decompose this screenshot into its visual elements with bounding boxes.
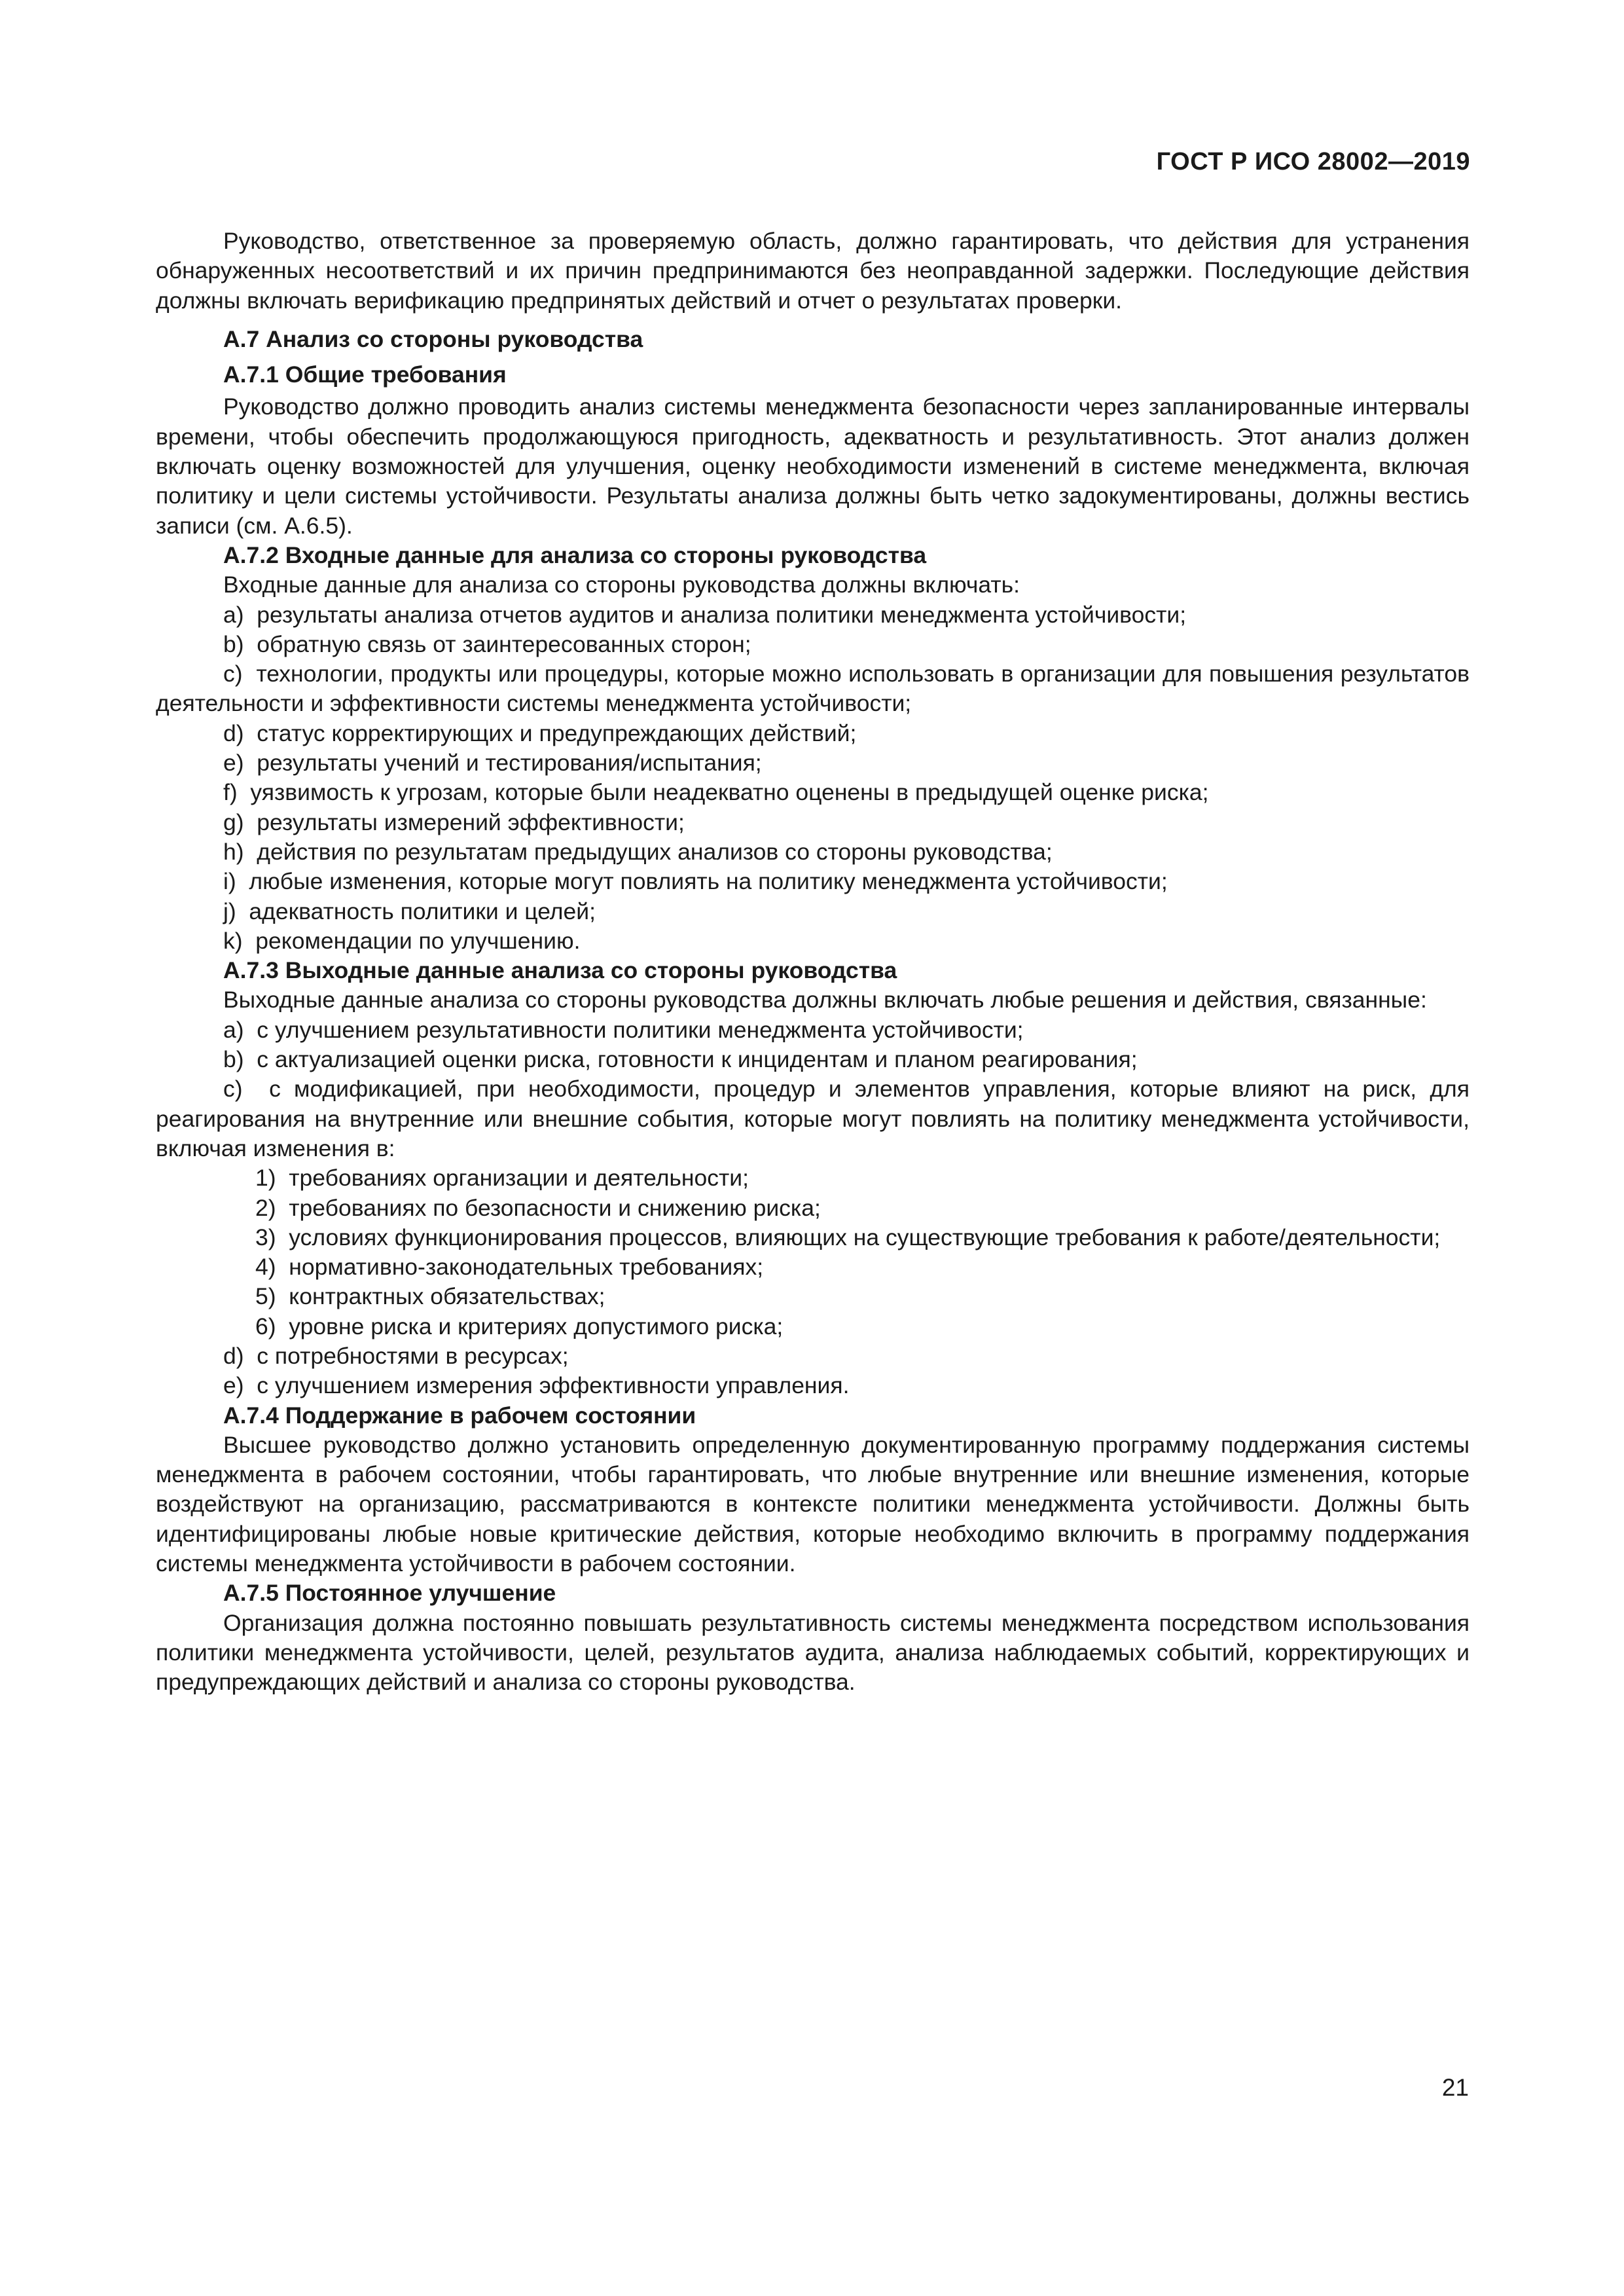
list-item: j) адекватность политики и целей;: [223, 898, 596, 924]
list-item: e) с улучшением измерения эффективности управления.: [223, 1372, 850, 1399]
section-a72-title: А.7.2 Входные данные для анализа со стороны руководства: [223, 541, 927, 568]
section-a75-text: Организация должна постоянно повышать результативность системы менеджмента посредством использования политики менеджмента устойчивости, целей, результатов аудита, анализа наблюдаемых событий, корректирующих и предупреждающих действий и анализа со стороны руководства.: [156, 1609, 1470, 1696]
section-a7-title: А.7 Анализ со стороны руководства: [223, 325, 643, 352]
document-header: ГОСТ Р ИСО 28002—2019: [1156, 148, 1470, 175]
list-item: k) рекомендации по улучшению.: [223, 927, 581, 954]
sub-list-item: 4) нормативно-законодательных требованиях;: [255, 1254, 764, 1281]
list-item: b) с актуализацией оценки риска, готовности к инцидентам и планом реагирования;: [223, 1046, 1138, 1073]
list-item: e) результаты учений и тестирования/испытания;: [223, 750, 762, 776]
section-a74-text: Высшее руководство должно установить определенную документированную программу поддержания системы менеджмента в рабочем состоянии, чтобы гарантировать, что любые внутренние или внешние изменения, которые воздействуют на организацию, рассматриваются в контексте политики менеджмента устойчивости. Должны быть идентифицированы любые новые критические действия, которые необходимо включить в программу поддержания системы менеджмента устойчивости в рабочем состоянии.: [156, 1431, 1470, 1577]
list-item: g) результаты измерений эффективности;: [223, 809, 685, 835]
sub-list-item: 6) уровне риска и критериях допустимого риска;: [255, 1313, 784, 1339]
sub-list-item: 1) требованиях организации и деятельности;: [255, 1165, 749, 1192]
document-body: [156, 227, 1470, 1698]
list-item: d) с потребностями в ресурсах;: [223, 1342, 569, 1369]
list-item: a) с улучшением результативности политики менеджмента устойчивости;: [223, 1016, 1024, 1043]
section-a73-title: А.7.3 Выходные данные анализа со стороны руководства: [223, 957, 897, 984]
section-a73-lead: Выходные данные анализа со стороны руководства должны включать любые решения и действия, связанные:: [223, 987, 1427, 1013]
sub-list-item: 3) условиях функционирования процессов, влияющих на существующие требования к работе/деятельности;: [255, 1224, 1441, 1250]
list-item: c) технологии, продукты или процедуры, которые можно использовать в организации для повышения результатов деятельности и эффективности системы менеджмента устойчивости;: [156, 661, 1470, 717]
list-item: h) действия по результатам предыдущих анализов со стороны руководства;: [223, 838, 1053, 865]
sub-list-item: 2) требованиях по безопасности и снижению риска;: [255, 1194, 821, 1221]
list-item: f) уязвимость к угрозам, которые были неадекватно оценены в предыдущей оценке риска;: [223, 779, 1209, 806]
list-item: d) статус корректирующих и предупреждающих действий;: [223, 720, 857, 746]
intro-paragraph: Руководство, ответственное за проверяемую область, должно гарантировать, что действия для устранения обнаруженных несоответствий и их причин предпринимаются без неоправданной задержки. Последующие действия должны включать верификацию предпринятых действий и отчет о результатах проверки.: [156, 228, 1470, 314]
sub-list-item: 5) контрактных обязательствах;: [255, 1283, 605, 1310]
section-a72-lead: Входные данные для анализа со стороны руководства должны включать:: [223, 572, 1020, 598]
section-a71-text: Руководство должно проводить анализ системы менеджмента безопасности через запланированные интервалы времени, чтобы обеспечить продолжающуюся пригодность, адекватность и результативность. Этот анализ должен включать оценку возможностей для улучшения, оценку необходимости изменений в системе менеджмента, включая политику и цели системы устойчивости. Результаты анализа должны быть четко задокументированы, должны вестись записи (см. А.6.5).: [156, 393, 1470, 539]
section-a75-title: А.7.5 Постоянное улучшение: [223, 1580, 556, 1607]
list-item: b) обратную связь от заинтересованных сторон;: [223, 630, 751, 657]
list-item: a) результаты анализа отчетов аудитов и анализа политики менеджмента устойчивости;: [223, 601, 1187, 628]
section-a71-title: А.7.1 Общие требования: [223, 361, 507, 388]
section-a74-title: А.7.4 Поддержание в рабочем состоянии: [223, 1402, 696, 1429]
list-item: c) с модификацией, при необходимости, процедур и элементов управления, которые влияют на риск, для реагирования на внутренние или внешние события, которые могут повлиять на политику менеджмента устойчивости, включая изменения в:: [156, 1076, 1470, 1161]
page-number: 21: [1441, 2074, 1469, 2101]
list-item: i) любые изменения, которые могут повлиять на политику менеджмента устойчивости;: [223, 868, 1168, 895]
